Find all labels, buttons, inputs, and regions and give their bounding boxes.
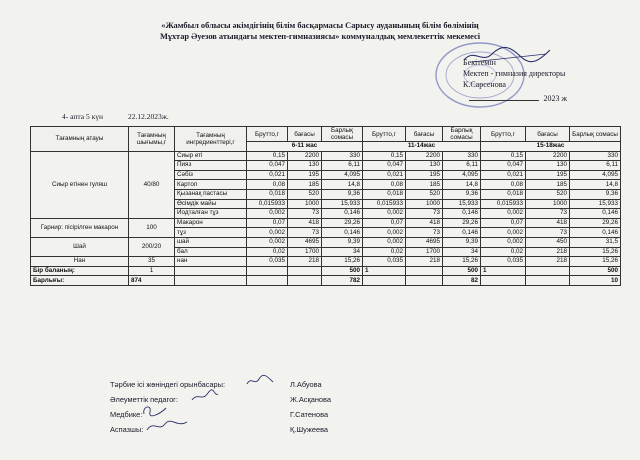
ingredient-value: 31,5: [570, 237, 621, 247]
ingredient-value: 1700: [288, 247, 322, 257]
ingredient-value: 14,8: [443, 180, 481, 190]
ingredient-value: 0,002: [363, 209, 406, 219]
ingredient-value: 130: [406, 161, 443, 171]
ingredient-name: Сиыр еті: [175, 151, 247, 161]
dish-name: Нан: [31, 257, 129, 267]
sig-name-2: Ж.Асқанова: [290, 395, 331, 404]
ingredient-value: 0,035: [247, 257, 288, 267]
sig-role-2: Әлеуметтік педагог:: [110, 395, 178, 404]
ingredient-value: 0,02: [247, 247, 288, 257]
ingredient-value: 0,002: [481, 237, 526, 247]
ingredient-value: 0,021: [247, 170, 288, 180]
ingredient-name: Қызанақ пастасы: [175, 189, 247, 199]
ingredient-value: 185: [526, 180, 570, 190]
ingredient-value: 0,015933: [363, 199, 406, 209]
ingredient-value: 0,07: [363, 218, 406, 228]
menu-body: [31, 151, 621, 266]
ingredient-value: 4,095: [322, 170, 363, 180]
ingredient-value: 185: [288, 180, 322, 190]
ingredient-value: 0,002: [363, 228, 406, 238]
approval-position: Мектеп - гимназия директоры: [463, 69, 566, 78]
ingredient-value: 418: [526, 218, 570, 228]
ingredient-name: Макарон: [175, 218, 247, 228]
ingredient-value: 73: [288, 209, 322, 219]
ingredient-value: 6,11: [570, 161, 621, 171]
age-group-1: 6-11 жас: [247, 142, 363, 152]
col-ingredients: Тағамның ингредиенттері,г: [175, 127, 247, 152]
ingredient-name: Пияз: [175, 161, 247, 171]
ingredient-value: 2200: [526, 151, 570, 161]
ingredient-value: 0,047: [481, 161, 526, 171]
ingredient-value: 0,018: [363, 189, 406, 199]
ingredient-value: 73: [526, 228, 570, 238]
ingredient-value: 9,39: [443, 237, 481, 247]
ingredient-value: 4695: [406, 237, 443, 247]
table-row: [31, 151, 621, 161]
ingredient-value: 1000: [526, 199, 570, 209]
ingredient-value: 0,002: [247, 237, 288, 247]
ingredient-value: 0,035: [363, 257, 406, 267]
dish-yield: 100: [129, 218, 175, 237]
ingredient-name: тұз: [175, 228, 247, 238]
ingredient-value: 15,26: [570, 247, 621, 257]
ingredient-value: 2200: [406, 151, 443, 161]
ingredient-value: 9,36: [443, 189, 481, 199]
ingredient-value: 15,26: [443, 257, 481, 267]
ingredient-value: 0,146: [570, 209, 621, 219]
approval-date: 2023 ж: [455, 94, 567, 103]
totals-g1: 782: [322, 276, 363, 286]
ingredient-value: 130: [288, 161, 322, 171]
ingredient-value: 0,002: [481, 209, 526, 219]
ingredient-value: 0,021: [481, 170, 526, 180]
ingredient-name: шай: [175, 237, 247, 247]
totals-label: Барлығы:: [31, 276, 129, 286]
ingredient-value: 0,08: [247, 180, 288, 190]
per-child-count3: 1: [481, 266, 526, 276]
table-row: [31, 257, 621, 267]
ingredient-value: 0,15: [247, 151, 288, 161]
ingredient-value: 0,146: [443, 209, 481, 219]
col-yield: Тағамның шығымы,г: [129, 127, 175, 152]
ingredient-value: 185: [406, 180, 443, 190]
col-price-2: бағасы: [406, 127, 443, 142]
col-dish: Тағамның атауы: [31, 127, 129, 152]
ingredient-value: 0,15: [363, 151, 406, 161]
menu-table: [30, 126, 621, 286]
ingredient-value: 0,02: [481, 247, 526, 257]
ingredient-name: Картоп: [175, 180, 247, 190]
ingredient-value: 6,11: [322, 161, 363, 171]
ingredient-value: 0,018: [247, 189, 288, 199]
ingredient-value: 450: [526, 237, 570, 247]
ingredient-value: 520: [288, 189, 322, 199]
col-gross-2: Брутто,г: [363, 127, 406, 142]
sig-role-3: Медбике:: [110, 410, 143, 419]
signature-scribble-icon: [140, 402, 170, 418]
per-child-count2: 1: [363, 266, 406, 276]
dish-yield: 35: [129, 257, 175, 267]
sig-name-1: Л.Абуова: [290, 380, 322, 389]
ingredient-value: 0,08: [481, 180, 526, 190]
ingredient-value: 0,047: [247, 161, 288, 171]
col-gross-3: Брутто,г: [481, 127, 526, 142]
per-child-g3: 500: [570, 266, 621, 276]
ingredient-value: 34: [322, 247, 363, 257]
signature-scribble-icon: [190, 389, 220, 403]
ingredient-value: 195: [288, 170, 322, 180]
ingredient-value: 73: [288, 228, 322, 238]
ingredient-value: 4,095: [570, 170, 621, 180]
totals-g3: 10: [570, 276, 621, 286]
per-child-g1: 500: [322, 266, 363, 276]
age-group-2: 11-14жас: [363, 142, 481, 152]
ingredient-value: 195: [526, 170, 570, 180]
ingredient-value: 0,021: [363, 170, 406, 180]
col-total-2: Барлық сомасы: [443, 127, 481, 142]
ingredient-value: 0,02: [363, 247, 406, 257]
table-header-row: [31, 127, 621, 142]
ingredient-value: 4,095: [443, 170, 481, 180]
ingredient-value: 0,015933: [247, 199, 288, 209]
ingredient-value: 9,36: [570, 189, 621, 199]
dish-yield: 200/20: [129, 237, 175, 256]
ingredient-value: 218: [526, 257, 570, 267]
ingredient-value: 73: [406, 228, 443, 238]
ingredient-value: 0,146: [570, 228, 621, 238]
ingredient-value: 330: [443, 151, 481, 161]
ingredient-value: 0,047: [363, 161, 406, 171]
per-child-count: 1: [129, 266, 175, 276]
table-row: [31, 218, 621, 228]
ingredient-name: Йодталған тұз: [175, 209, 247, 219]
header-line-2: Мұхтар Әуезов атындағы мектеп-гимназиясы» коммуналдық мемлекеттік мекемесі: [159, 32, 481, 41]
totals-row: [31, 276, 621, 286]
ingredient-value: 0,07: [247, 218, 288, 228]
dish-name: Сиыр етінен гуляш: [31, 151, 129, 218]
ingredient-value: 418: [406, 218, 443, 228]
approval-name: К.Сарсенова: [463, 80, 506, 89]
ingredient-value: 1000: [406, 199, 443, 209]
ingredient-value: 218: [526, 247, 570, 257]
ingredient-value: 0,146: [322, 209, 363, 219]
ingredient-value: 14,8: [322, 180, 363, 190]
menu-date: 22.12.2023ж.: [128, 112, 169, 121]
col-price-3: бағасы: [526, 127, 570, 142]
ingredient-name: нан: [175, 257, 247, 267]
ingredient-value: 15,26: [570, 257, 621, 267]
ingredient-value: 6,11: [443, 161, 481, 171]
approval-title: Бекітемін: [463, 58, 496, 67]
ingredient-value: 330: [570, 151, 621, 161]
ingredient-value: 218: [288, 257, 322, 267]
ingredient-value: 0,018: [481, 189, 526, 199]
ingredient-value: 0,002: [247, 209, 288, 219]
ingredient-value: 0,07: [481, 218, 526, 228]
totals-count: 874: [129, 276, 175, 286]
week-day: 4- апта 5 күн: [62, 112, 103, 121]
signature-scribble-icon: [145, 418, 189, 434]
ingredient-value: 29,26: [570, 218, 621, 228]
col-gross-1: Брутто,г: [247, 127, 288, 142]
ingredient-value: 0,035: [481, 257, 526, 267]
ingredient-name: Сәбіз: [175, 170, 247, 180]
ingredient-value: 1700: [406, 247, 443, 257]
ingredient-value: 2200: [288, 151, 322, 161]
ingredient-value: 15,933: [322, 199, 363, 209]
table-row: [31, 237, 621, 247]
ingredient-value: 418: [288, 218, 322, 228]
sig-role-1: Тәрбие ісі жөніндегі орынбасары:: [110, 380, 226, 389]
sig-role-4: Аспазшы:: [110, 425, 144, 434]
signature-scribble-icon: [245, 374, 275, 388]
ingredient-value: 0,146: [443, 228, 481, 238]
col-total-3: Барлық сомасы: [570, 127, 621, 142]
totals-g2: 82: [443, 276, 481, 286]
ingredient-name: Өсімдік майы: [175, 199, 247, 209]
per-child-label: Бір баланың:: [31, 266, 129, 276]
ingredient-value: 15,933: [570, 199, 621, 209]
ingredient-name: бал: [175, 247, 247, 257]
sig-name-3: Г.Сатенова: [290, 410, 329, 419]
ingredient-value: 34: [443, 247, 481, 257]
per-child-g2: 500: [443, 266, 481, 276]
ingredient-value: 9,36: [322, 189, 363, 199]
ingredient-value: 0,15: [481, 151, 526, 161]
ingredient-value: 0,08: [363, 180, 406, 190]
ingredient-value: 9,39: [322, 237, 363, 247]
ingredient-value: 0,015933: [481, 199, 526, 209]
age-group-3: 15-18жас: [481, 142, 621, 152]
dish-name: Шай: [31, 237, 129, 256]
ingredient-value: 73: [406, 209, 443, 219]
col-total-1: Барлық сомасы: [322, 127, 363, 142]
ingredient-value: 1000: [288, 199, 322, 209]
dish-yield: 40/80: [129, 151, 175, 218]
header-line-1: «Жамбыл облысы әкімдігінің білім басқармасы Сарысу ауданының білім бөлімінің: [161, 21, 479, 30]
ingredient-value: 0,002: [363, 237, 406, 247]
ingredient-value: 73: [526, 209, 570, 219]
col-price-1: бағасы: [288, 127, 322, 142]
sig-name-4: Қ.Шужеева: [290, 425, 329, 434]
ingredient-value: 330: [322, 151, 363, 161]
ingredient-value: 195: [406, 170, 443, 180]
ingredient-value: 0,002: [247, 228, 288, 238]
per-child-row: [31, 266, 621, 276]
ingredient-value: 4695: [288, 237, 322, 247]
ingredient-value: 520: [526, 189, 570, 199]
ingredient-value: 0,146: [322, 228, 363, 238]
ingredient-value: 0,002: [481, 228, 526, 238]
ingredient-value: 29,26: [443, 218, 481, 228]
dish-name: Гарнир: пісірілген макарон: [31, 218, 129, 237]
ingredient-value: 218: [406, 257, 443, 267]
ingredient-value: 15,26: [322, 257, 363, 267]
ingredient-value: 15,933: [443, 199, 481, 209]
ingredient-value: 520: [406, 189, 443, 199]
ingredient-value: 29,26: [322, 218, 363, 228]
ingredient-value: 130: [526, 161, 570, 171]
ingredient-value: 14,8: [570, 180, 621, 190]
